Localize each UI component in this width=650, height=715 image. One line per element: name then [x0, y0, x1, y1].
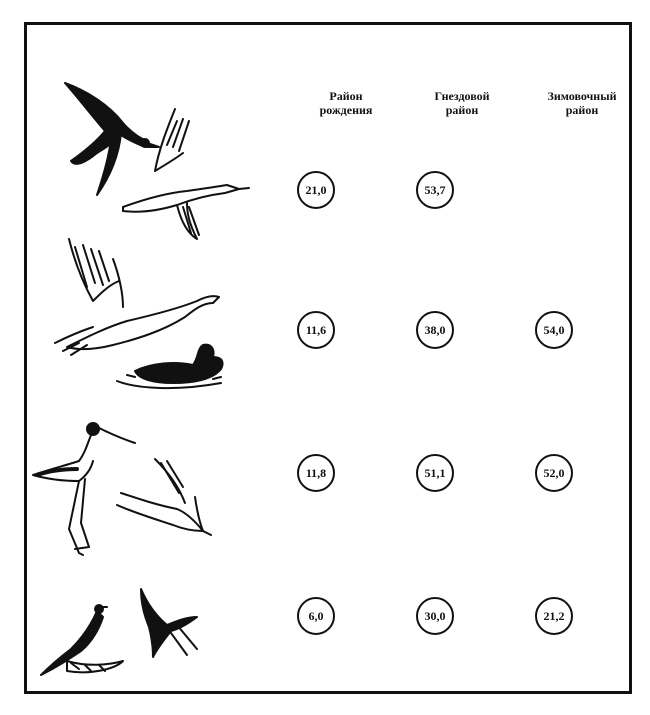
- value-circle-seabirds-breeding: 53,7: [416, 171, 454, 209]
- value-circle-seabirds-birth: 21,0: [297, 171, 335, 209]
- value-circle-waterfowl-wintering: 54,0: [535, 311, 573, 349]
- swan-icon: [55, 239, 219, 355]
- swallow-icon: [141, 589, 197, 657]
- bird-illustrations: [27, 25, 277, 685]
- value-circle-waterfowl-birth: 11,6: [297, 311, 335, 349]
- value-circle-waders-breeding: 51,1: [416, 454, 454, 492]
- figure-frame: [24, 22, 632, 694]
- tern-icon: [117, 459, 211, 535]
- albatross-icon: [65, 83, 159, 195]
- column-header-wintering-area: Зимовочный район: [547, 89, 617, 117]
- value-circle-waterfowl-breeding: 38,0: [416, 311, 454, 349]
- value-circle-passerines-breeding: 30,0: [416, 597, 454, 635]
- value-circle-waders-birth: 11,8: [297, 454, 335, 492]
- wagtail-icon: [41, 605, 123, 675]
- value-circle-waders-wintering: 52,0: [535, 454, 573, 492]
- value-circle-passerines-wintering: 21,2: [535, 597, 573, 635]
- value-circle-passerines-birth: 6,0: [297, 597, 335, 635]
- goose-icon: [123, 109, 249, 239]
- duck-icon: [117, 345, 223, 388]
- stilt-icon: [33, 423, 135, 555]
- column-header-birth-area: Район рождения: [319, 89, 373, 117]
- column-header-breeding-area: Гнездовой район: [434, 89, 490, 117]
